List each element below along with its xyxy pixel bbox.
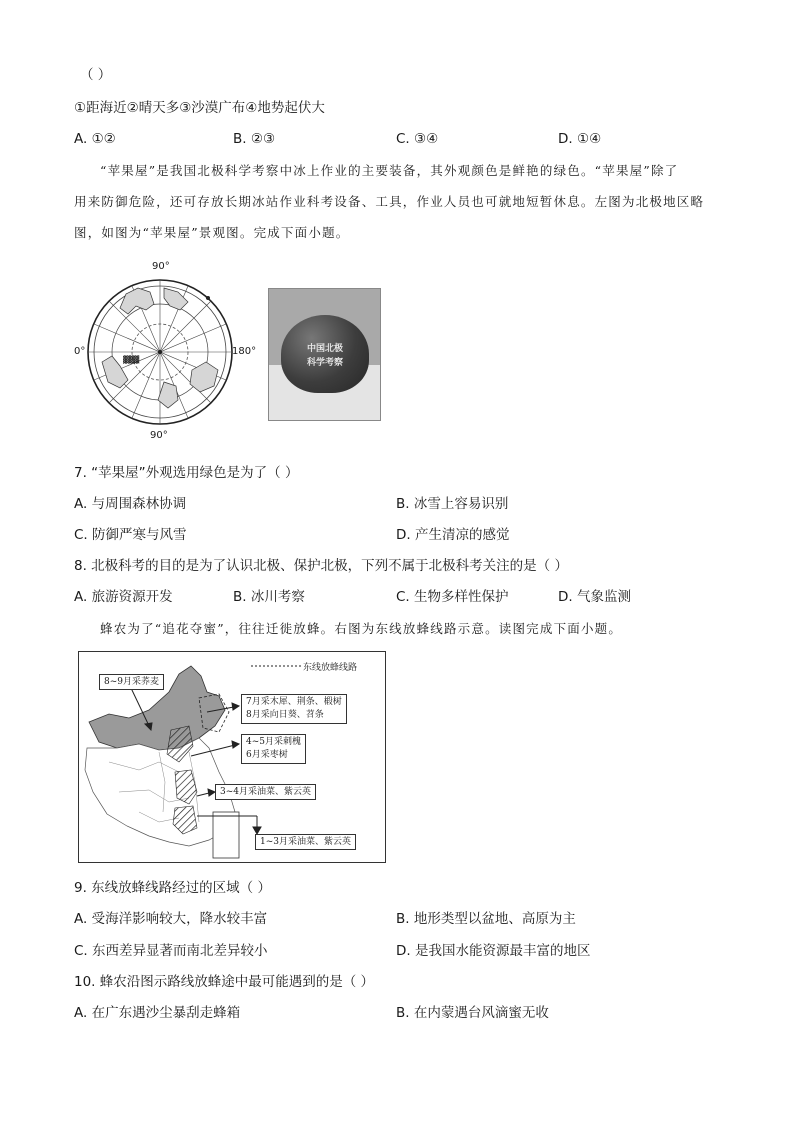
label-lon-right: 180° xyxy=(232,346,257,357)
q7-option-b: B. 冰雪上容易识别 xyxy=(396,496,509,512)
passage1-line3: 图，如图为“苹果屋”景观图。完成下面小题。 xyxy=(74,225,350,240)
passage1-line1: “苹果屋”是我国北极科学考察中冰上作业的主要装备，其外观颜色是鲜艳的绿色。“苹果屋”除了 xyxy=(100,163,679,178)
legend-route: 东线放蜂线路 xyxy=(303,663,358,673)
beekeeping-route-map xyxy=(78,651,386,863)
callout-4-line1: 4~5月采刺槐 xyxy=(246,737,301,747)
callout-4-line2: 6月采枣树 xyxy=(246,750,288,760)
q7-option-c: C. 防御严寒与风雪 xyxy=(74,527,187,543)
callout-7-line2: 8月采向日葵、苕条 xyxy=(246,710,324,720)
passage1-line2: 用来防御危险，还可存放长期冰站作业科考设备、工具，作业人员也可就地短暂休息。左图为北极地区略 xyxy=(74,194,705,209)
photo-text-line2: 科学考察 xyxy=(306,358,343,368)
q8-stem: 8. 北极科考的目的是为了认识北极、保护北极，下列不属于北极科考关注的是（ ） xyxy=(74,558,568,574)
q8-option-c: C. 生物多样性保护 xyxy=(396,589,509,605)
q9-option-d: D. 是我国水能资源最丰富的地区 xyxy=(396,943,591,959)
photo-text-line1: 中国北极 xyxy=(306,344,343,354)
q9-option-b: B. 地形类型以盆地、高原为主 xyxy=(396,911,576,927)
apple-house-dome xyxy=(281,315,369,393)
q9-option-c: C. 东西差异显著而南北差异较小 xyxy=(74,943,268,959)
callout-8-9: 8~9月采荞麦 xyxy=(99,674,164,690)
q7-stem: 7. “苹果屋”外观选用绿色是为了（ ） xyxy=(74,465,299,481)
q10-option-b: B. 在内蒙遇台风滴蜜无收 xyxy=(396,1005,549,1021)
choice-c: C. ③④ xyxy=(396,131,439,147)
label-lon-left: 0° xyxy=(74,346,86,357)
callout-1-3: 1~3月采油菜、紫云英 xyxy=(255,834,356,850)
q8-option-b: B. 冰川考察 xyxy=(233,589,305,605)
options-statement: ①距海近②晴天多③沙漠广布④地势起伏大 xyxy=(74,100,325,116)
q10-stem: 10. 蜂农沿图示路线放蜂途中最可能遇到的是（ ） xyxy=(74,974,375,990)
callout-7-line1: 7月采木犀、荆条、椴树 xyxy=(246,697,342,707)
q9-option-a: A. 受海洋影响较大，降水较丰富 xyxy=(74,911,268,927)
question-paren: （ ） xyxy=(80,67,112,83)
q8-option-d: D. 气象监测 xyxy=(558,589,631,605)
q7-option-d: D. 产生清凉的感觉 xyxy=(396,527,510,543)
q7-option-a: A. 与周围森林协调 xyxy=(74,496,187,512)
q8-option-a: A. 旅游资源开发 xyxy=(74,589,173,605)
q10-option-a: A. 在广东遇沙尘暴刮走蜂箱 xyxy=(74,1005,241,1021)
svg-text:▓▓▓: ▓▓▓ xyxy=(123,356,140,364)
passage2-line1: 蜂农为了“追花夺蜜”，往往迁徙放蜂。右图为东线放蜂线路示意。读图完成下面小题。 xyxy=(100,621,623,636)
q9-stem: 9. 东线放蜂线路经过的区域（ ） xyxy=(74,880,271,896)
arctic-map xyxy=(68,258,257,444)
callout-4-6 xyxy=(241,734,306,764)
choice-a: A. ①② xyxy=(74,131,116,147)
choice-b: B. ②③ xyxy=(233,131,276,147)
callout-3-4: 3~4月采油菜、紫云英 xyxy=(215,784,316,800)
arctic-map-drawing xyxy=(68,258,248,444)
choice-d: D. ①④ xyxy=(558,131,602,147)
callout-7-8 xyxy=(241,694,347,724)
label-lat-top: 90° xyxy=(152,261,170,272)
apple-house-photo xyxy=(268,288,381,421)
label-lat-bottom: 90° xyxy=(150,430,168,441)
